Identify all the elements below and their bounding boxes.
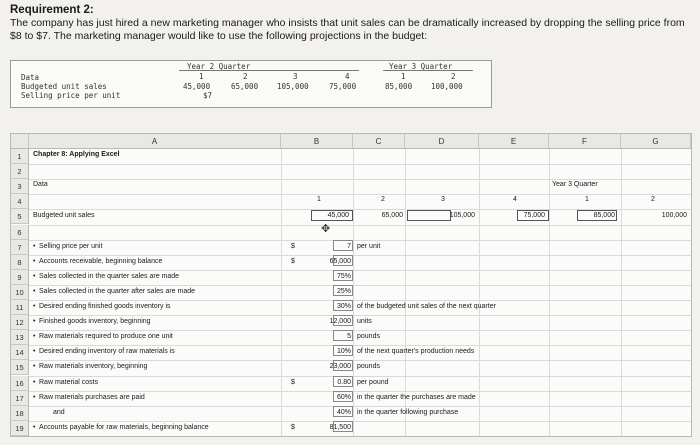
cell-border xyxy=(333,391,353,402)
cell-border xyxy=(333,270,353,281)
row-header[interactable]: 2 xyxy=(11,164,29,179)
item-value[interactable]: 60% xyxy=(336,393,351,401)
corner-cell[interactable] xyxy=(11,134,29,149)
item-label: Raw material costs xyxy=(39,378,99,386)
item-value[interactable]: 23,000 xyxy=(329,363,351,371)
bullet-icon: • xyxy=(33,272,36,280)
budgeted-q2: 65,000 xyxy=(231,82,259,91)
quarter-2: 2 xyxy=(243,72,248,81)
requirement-heading: Requirement 2: xyxy=(10,4,94,16)
row-header[interactable]: 19 xyxy=(11,421,29,436)
cell-border xyxy=(333,421,353,432)
bullet-icon: • xyxy=(33,348,36,356)
row-header[interactable]: 13 xyxy=(11,330,29,345)
quarter-y3-1: 1 xyxy=(401,72,406,81)
item-unit: per unit xyxy=(357,242,381,250)
y3-underline xyxy=(383,70,473,71)
row5-q4[interactable]: 75,000 xyxy=(523,212,545,219)
bullet-icon: • xyxy=(33,242,36,250)
budgeted-y3q1: 85,000 xyxy=(385,82,413,91)
sheet-title: Chapter 8: Applying Excel xyxy=(33,151,120,158)
item-unit: in the quarter the purchases are made xyxy=(357,393,476,401)
bullet-icon: • xyxy=(33,423,36,431)
column-header-e[interactable]: E xyxy=(479,134,549,149)
item-label: Raw materials required to produce one unit xyxy=(39,333,173,341)
budgeted-y3q2: 100,000 xyxy=(431,82,463,91)
row5-q2[interactable]: 65,000 xyxy=(381,212,403,219)
cell-border xyxy=(333,376,353,387)
bullet-icon: • xyxy=(33,333,36,341)
cell-border xyxy=(333,300,353,311)
grid-h xyxy=(29,436,691,437)
bullet-icon: • xyxy=(33,287,36,295)
item-label: Selling price per unit xyxy=(39,242,103,250)
item-value[interactable]: 5 xyxy=(347,333,351,341)
row-header[interactable]: 1 xyxy=(11,149,29,164)
item-label: Desired ending finished goods inventory is xyxy=(39,303,171,310)
item-unit: in the quarter following purchase xyxy=(357,408,459,416)
item-label: Sales collected in the quarter after sales are made xyxy=(39,287,196,295)
grid-h xyxy=(29,225,691,226)
row5-y3q1[interactable]: 85,000 xyxy=(593,212,615,219)
dollar-sign: $ xyxy=(291,423,295,431)
row-header[interactable]: 12 xyxy=(11,315,29,330)
price-label: Selling price per unit xyxy=(21,91,121,100)
cell-border xyxy=(333,330,353,341)
row-header[interactable]: 7 xyxy=(11,240,29,255)
row-header[interactable]: 17 xyxy=(11,391,29,406)
row-header[interactable]: 8 xyxy=(11,255,29,270)
budgeted-q3: 105,000 xyxy=(277,82,309,91)
bullet-icon: • xyxy=(33,363,36,371)
column-header-d[interactable]: D xyxy=(405,134,479,149)
item-value[interactable]: 12,000 xyxy=(329,318,351,326)
column-header-a[interactable]: A xyxy=(29,134,281,149)
cell-border xyxy=(333,360,353,371)
row4-q1: 1 xyxy=(317,196,321,203)
quarter-1: 1 xyxy=(199,72,204,81)
grid-v xyxy=(479,149,480,436)
dollar-sign: $ xyxy=(291,378,295,386)
item-value[interactable]: 30% xyxy=(336,303,351,310)
item-label: Sales collected in the quarter sales are made xyxy=(39,272,180,280)
row-header[interactable]: 10 xyxy=(11,285,29,300)
item-unit: of the budgeted unit sales of the next quarter xyxy=(357,303,496,310)
item-value[interactable]: 40% xyxy=(336,408,351,416)
grid-v xyxy=(549,149,550,436)
row-header[interactable]: 5 xyxy=(11,209,29,224)
bullet-icon: • xyxy=(33,378,36,386)
cell-border xyxy=(333,406,353,417)
cell-border xyxy=(333,255,353,266)
requirement-description: The company has just hired a new marketing manager who insists that unit sales can be dramatically increased by dropping the selling price from $8 to $7. The marketing manager would like to use the following projections in the budget: xyxy=(10,17,685,42)
row-header[interactable]: 14 xyxy=(11,345,29,360)
item-unit: units xyxy=(357,318,372,326)
row-header[interactable]: 11 xyxy=(11,300,29,315)
row5-q3[interactable]: 105,000 xyxy=(449,212,475,219)
item-value[interactable]: 81,500 xyxy=(329,423,351,431)
item-value[interactable]: 7 xyxy=(347,242,351,250)
row-header[interactable]: 18 xyxy=(11,406,29,421)
quarter-3: 3 xyxy=(293,72,298,81)
price-value: $7 xyxy=(203,91,213,100)
budgeted-q4: 75,000 xyxy=(329,82,357,91)
item-value[interactable]: 25% xyxy=(336,287,351,295)
item-value[interactable]: 10% xyxy=(336,348,351,356)
item-value[interactable]: 0.80 xyxy=(337,378,351,386)
row5-q1[interactable]: 45,000 xyxy=(327,212,349,219)
row5-y3q2[interactable]: 100,000 xyxy=(661,212,687,219)
item-unit: of the next quarter's production needs xyxy=(357,348,475,356)
item-label: and xyxy=(53,408,65,416)
item-label: Raw materials purchases are paid xyxy=(39,393,145,401)
item-unit: pounds xyxy=(357,363,380,371)
item-value[interactable]: 75% xyxy=(336,272,351,280)
item-label: Accounts payable for raw materials, beginning balance xyxy=(39,423,209,431)
cell-border xyxy=(333,315,353,326)
item-label: Desired ending inventory of raw materials is xyxy=(39,348,175,356)
row-header[interactable]: 15 xyxy=(11,360,29,375)
cell-border xyxy=(333,240,353,251)
data-block xyxy=(10,60,492,108)
grid-h xyxy=(29,194,691,195)
bullet-icon: • xyxy=(33,303,36,310)
data-section-label: Data xyxy=(33,181,48,188)
grid-v xyxy=(281,149,282,436)
grid-h xyxy=(29,164,691,165)
item-unit: per pound xyxy=(357,378,389,386)
column-header-c[interactable]: C xyxy=(353,134,405,149)
bullet-icon: • xyxy=(33,393,36,401)
row-header[interactable]: 4 xyxy=(11,194,29,209)
year3-quarter-header: Year 3 Quarter xyxy=(389,62,453,71)
row-header[interactable]: 3 xyxy=(11,179,29,194)
grid-v xyxy=(621,149,622,436)
row4-q3: 3 xyxy=(441,196,445,203)
dollar-sign: $ xyxy=(291,242,295,250)
item-label: Raw materials inventory, beginning xyxy=(39,363,148,371)
column-header-b[interactable]: B xyxy=(281,134,353,149)
year2-quarter-header: Year 2 Quarter xyxy=(187,62,251,71)
budgeted-unit-sales-label: Budgeted unit sales xyxy=(33,212,95,219)
bullet-icon: • xyxy=(33,257,36,265)
row4-y3q1: 1 xyxy=(585,196,589,203)
row-header[interactable]: 6 xyxy=(11,225,29,240)
column-header-g[interactable]: G xyxy=(621,134,691,149)
data-label: Data xyxy=(21,73,40,82)
grid-v xyxy=(353,149,354,436)
row-header[interactable]: 16 xyxy=(11,376,29,391)
item-unit: pounds xyxy=(357,333,380,341)
quarter-y3-2: 2 xyxy=(451,72,456,81)
quarter-4: 4 xyxy=(345,72,350,81)
spreadsheet[interactable] xyxy=(10,133,692,437)
row-header[interactable]: 9 xyxy=(11,270,29,285)
cell-cursor-icon: ✥ xyxy=(321,223,331,235)
year3-quarter-label: Year 3 Quarter xyxy=(552,181,598,188)
item-value[interactable]: 65,000 xyxy=(329,257,351,265)
cell-border xyxy=(333,285,353,296)
cell-border xyxy=(333,345,353,356)
row4-q4: 4 xyxy=(513,196,517,203)
column-header-f[interactable]: F xyxy=(549,134,621,149)
budgeted-q1: 45,000 xyxy=(183,82,211,91)
row4-y3q2: 2 xyxy=(651,196,655,203)
dollar-sign: $ xyxy=(291,257,295,265)
y2-underline xyxy=(179,70,359,71)
row4-q2: 2 xyxy=(381,196,385,203)
item-label: Finished goods inventory, beginning xyxy=(39,318,151,326)
bullet-icon: • xyxy=(33,318,36,326)
item-label: Accounts receivable, beginning balance xyxy=(39,257,163,265)
budgeted-label: Budgeted unit sales xyxy=(21,82,107,91)
